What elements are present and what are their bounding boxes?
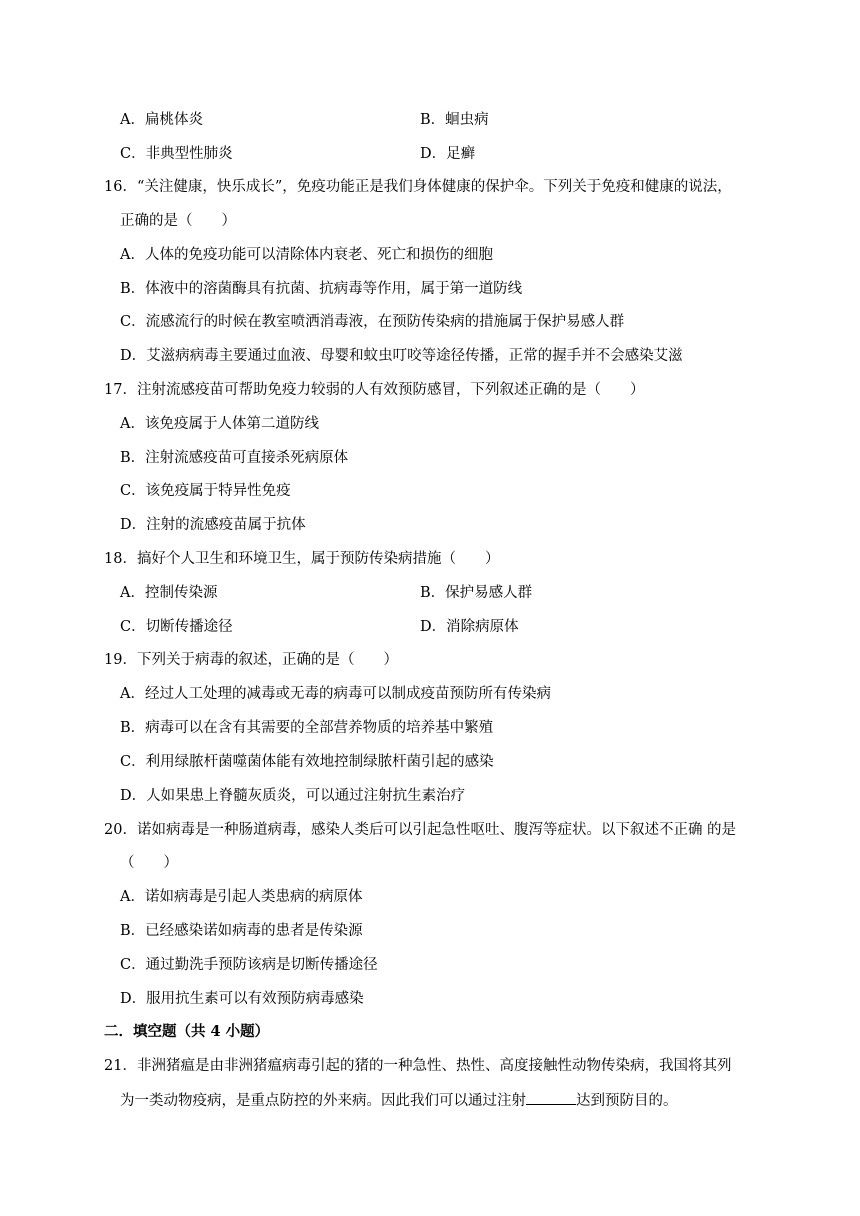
option-a: A．经过人工处理的减毒或无毒的病毒可以制成疫苗预防所有传染病 — [120, 686, 551, 702]
option-c: C．非典型性肺炎 — [120, 146, 233, 162]
option-d: D．足癣 — [420, 146, 476, 162]
option-a: A．扁桃体炎 — [120, 112, 203, 128]
stem-text-before-blank: 为一类动物疫病，是重点防控的外来病。因此我们可以通过注射 — [120, 1093, 526, 1109]
option-b: B．已经感染诺如病毒的患者是传染源 — [120, 923, 363, 939]
option-c: C．利用绿脓杆菌噬菌体能有效地控制绿脓杆菌引起的感染 — [120, 754, 494, 770]
question-stem-continued: 正确的是（ ） — [120, 213, 236, 229]
option-a: A．诺如病毒是引起人类患病的病原体 — [120, 889, 363, 905]
option-b: B．病毒可以在含有其需要的全部营养物质的培养基中繁殖 — [120, 720, 494, 736]
question-stem: 17．注射流感疫苗可帮助免疫力较弱的人有效预防感冒，下列叙述正确的是（ ） — [104, 382, 645, 398]
option-d: D．服用抗生素可以有效预防病毒感染 — [120, 991, 364, 1007]
option-a: A．该免疫属于人体第二道防线 — [120, 416, 319, 432]
option-c: C．流感流行的时候在教室喷洒消毒液，在预防传染病的措施属于保护易感人群 — [120, 314, 625, 330]
question-stem: 18．搞好个人卫生和环境卫生，属于预防传染病措施（ ） — [104, 551, 500, 567]
option-b: B．体液中的溶菌酶具有抗菌、抗病毒等作用，属于第一道防线 — [120, 281, 523, 297]
option-d: D．消除病原体 — [420, 619, 519, 635]
question-stem: 19．下列关于病毒的叙述，正确的是（ ） — [104, 652, 398, 668]
option-c: C．切断传播途径 — [120, 619, 233, 635]
option-c: C．通过勤洗手预防该病是切断传播途径 — [120, 957, 378, 973]
answer-blank[interactable] — [526, 1090, 576, 1105]
question-stem-continued — [120, 1090, 678, 1111]
option-d: D．注射的流感疫苗属于抗体 — [120, 517, 306, 533]
question-stem: 21．非洲猪瘟是由非洲猪瘟病毒引起的猪的一种急性、热性、高度接触性动物传染病，我国将其列 — [104, 1058, 732, 1074]
option-a: A．人体的免疫功能可以清除体内衰老、死亡和损伤的细胞 — [120, 247, 493, 263]
question-stem: 20．诺如病毒是一种肠道病毒，感染人类后可以引起急性呕吐、腹泻等症状。以下叙述不正确 的是 — [104, 822, 737, 838]
question-stem-continued: （ ） — [120, 855, 178, 871]
stem-text-after-blank: 达到预防目的。 — [576, 1093, 678, 1109]
option-d: D．艾滋病病毒主要通过血液、母婴和蚊虫叮咬等途径传播，正常的握手并不会感染艾滋 — [120, 348, 683, 364]
option-b: B．保护易感人群 — [420, 585, 533, 601]
option-a: A．控制传染源 — [120, 585, 218, 601]
option-b: B．注射流感疫苗可直接杀死病原体 — [120, 450, 349, 466]
option-c: C．该免疫属于特异性免疫 — [120, 483, 291, 499]
section-heading: 二．填空题（共 4 小题） — [104, 1023, 270, 1040]
option-b: B．蛔虫病 — [420, 112, 489, 128]
option-d: D．人如果患上脊髓灰质炎，可以通过注射抗生素治疗 — [120, 788, 466, 804]
question-stem: 16．“关注健康，快乐成长”，免疫功能正是我们身体健康的保护伞。下列关于免疫和健康的说法， — [104, 179, 732, 195]
